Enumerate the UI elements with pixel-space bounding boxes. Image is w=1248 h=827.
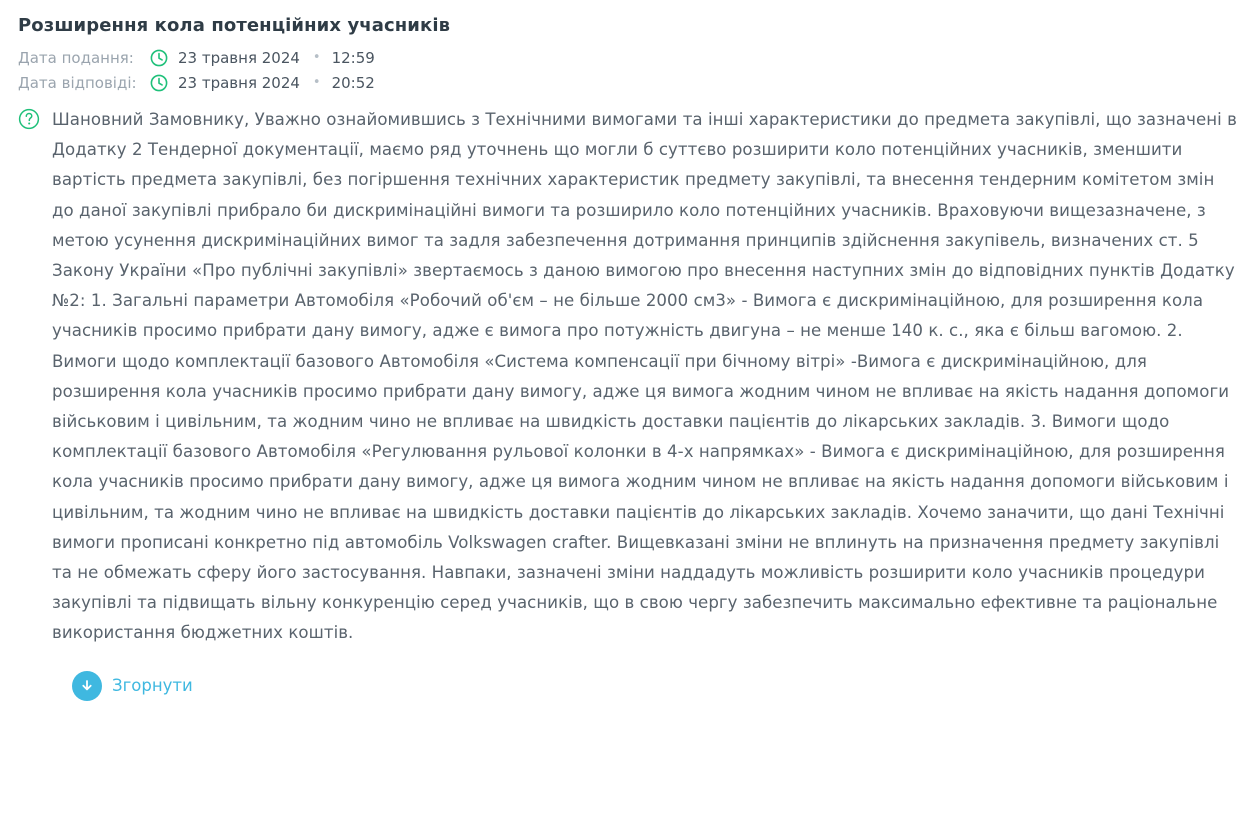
page-title: Розширення кола потенційних учасників xyxy=(18,15,451,36)
clock-icon xyxy=(150,74,168,92)
submitted-date-value: 23 травня 2024 xyxy=(178,49,300,67)
question-text: Шановний Замовнику, Уважно ознайомившись з Технічними вимогами та інші характеристики до предмета закупівлі, що зазначені в Додатку 2 Тендерної документації, маємо ряд уточнень що могли б суттєво розширити коло потенційних учасників, зменшити вартість предмета закупівлі, без погіршення технічних характеристик предмету закупівлі, та внесення тендерним комітетом змін до даної закупівлі прибрало би дискримінаційні вимоги та розширило коло потенційних учасників. Враховуючи вищезазначене, з метою усунення дискримінаційних вимог та задля забезпечення дотримання принципів здійснення закупівель, визначених ст. 5 Закону України «Про публічні закупівлі» звертаємось з даною вимогою про внесення наступних змін до відповідних пунктів Додатку №2: 1. Загальні параметри Автомобіля «Робочий об'єм – не більше 2000 см3» - Вимога є дискримінаційною, для розширення кола учасників просимо прибрати дану вимогу, адже є вимога про потужність двигуна – не менше 140 к. с., яка є більш вагомою. 2. Вимоги щодо комплектації базового Автомобіля «Система компенсації при бічному вітрі» -Вимога є дискримінаційною, для розширення кола учасників просимо прибрати дану вимогу, адже ця вимога жодним чином не впливає на якість надання допомоги військовим і цивільним, та жодним чино не впливає на швидкість доставки пацієнтів до лікарських закладів. 3. Вимоги щодо комплектації базового Автомобіля «Регулювання рульової колонки в 4-х напрямках» - Вимога є дискримінаційною, для розширення кола учасників просимо прибрати дану вимогу, адже ця вимога жодним чином не впливає на якість надання допомоги військовим і цивільним, та жодним чино не впливає на швидкість доставки пацієнтів до лікарських закладів. Хочемо заначити, що дані Технічні вимоги прописані конкретно під автомобіль Volkswagen crafter. Вищевказані зміни не вплинуть на призначення предмету закупівлі та не обмежать сферу його застосування. Навпаки, зазначені зміни наддадуть можливість розширити коло учасників процедури закупівлі та підвищать вільну конкуренцію серед учасників, що в свою чергу забезпечить максимально ефективне та раціональне використання бюджетних коштів. xyxy=(52,110,1237,643)
answered-separator: • xyxy=(312,75,321,90)
clock-icon xyxy=(150,49,168,67)
answered-date-label: Дата відповіді: xyxy=(18,74,137,92)
submitted-date-row xyxy=(18,48,1240,68)
collapse-button[interactable] xyxy=(72,671,193,701)
collapse-label[interactable]: Згорнути xyxy=(112,675,193,695)
submitted-date-label: Дата подання: xyxy=(18,49,134,67)
arrow-down-icon[interactable] xyxy=(72,671,102,701)
submitted-time-value: 12:59 xyxy=(331,49,375,67)
answered-date-row xyxy=(18,73,1240,93)
submitted-separator: • xyxy=(312,50,321,65)
question-mark-icon xyxy=(18,108,40,130)
answered-date-value: 23 травня 2024 xyxy=(178,74,300,92)
answered-time-value: 20:52 xyxy=(331,74,375,92)
question-body xyxy=(18,105,1240,649)
